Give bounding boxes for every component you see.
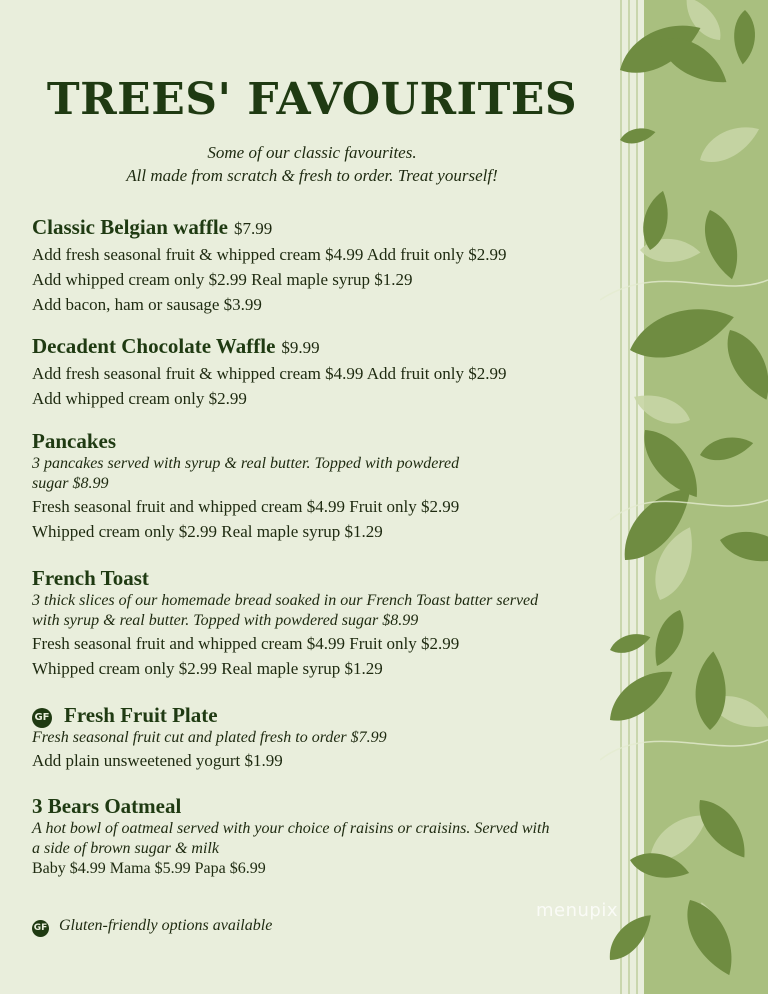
menu-item-french-toast xyxy=(32,565,602,681)
item-title xyxy=(32,214,602,242)
item-option-line: Add fresh seasonal fruit & whipped cream $4.99 Add fruit only $2.99 xyxy=(32,245,507,264)
item-description: Fresh seasonal fruit cut and plated fresh to order $7.99 xyxy=(32,729,387,746)
item-description: A hot bowl of oatmeal served with your choice of raisins or craisins. Served with xyxy=(32,820,550,837)
item-description: with syrup & real butter. Topped with powdered sugar $8.99 xyxy=(32,612,419,629)
item-option-line: Add whipped cream only $2.99 Real maple syrup $1.29 xyxy=(32,270,413,289)
item-title xyxy=(32,702,602,728)
item-description: sugar $8.99 xyxy=(32,475,109,492)
menu-item-fruit-plate xyxy=(32,702,602,773)
item-option-line: Add plain unsweetened yogurt $1.99 xyxy=(32,751,283,770)
menu-item-pancakes xyxy=(32,428,602,544)
item-option-line: Add whipped cream only $2.99 xyxy=(32,389,247,408)
item-option-line: Whipped cream only $2.99 Real maple syrup $1.29 xyxy=(32,522,383,541)
subtitle-line: Some of our classic favourites. xyxy=(207,143,417,162)
item-size-prices: Baby $4.99 Mama $5.99 Papa $6.99 xyxy=(32,860,266,877)
gluten-friendly-icon: GF xyxy=(32,708,52,728)
page-title: TREES' FAVOURITES xyxy=(46,74,578,125)
item-description: a side of brown sugar & milk xyxy=(32,840,219,857)
item-price: $7.99 xyxy=(233,219,273,238)
item-description: 3 pancakes served with syrup & real butter. Topped with powdered xyxy=(32,455,460,472)
menu-item-belgian-waffle xyxy=(32,214,602,317)
item-name: Classic Belgian waffle xyxy=(32,215,228,239)
item-option-line: Add fresh seasonal fruit & whipped cream $4.99 Add fruit only $2.99 xyxy=(32,364,507,383)
note-text: Gluten-friendly options available xyxy=(59,917,273,934)
item-option-line: Fresh seasonal fruit and whipped cream $4.99 Fruit only $2.99 xyxy=(32,497,460,516)
item-name: Decadent Chocolate Waffle xyxy=(32,334,276,358)
item-option-line: Fresh seasonal fruit and whipped cream $4.99 Fruit only $2.99 xyxy=(32,634,460,653)
menu-item-chocolate-waffle xyxy=(32,333,602,411)
item-title xyxy=(32,333,602,361)
item-price: $9.99 xyxy=(281,338,320,357)
subtitle xyxy=(32,141,592,187)
item-option-line: Whipped cream only $2.99 Real maple syrup $1.29 xyxy=(32,659,383,678)
item-title xyxy=(32,793,602,819)
item-name: Fresh Fruit Plate xyxy=(64,703,218,727)
gluten-friendly-note xyxy=(32,915,592,937)
leaf-decoration xyxy=(600,0,768,994)
item-name: 3 Bears Oatmeal xyxy=(32,794,182,818)
gluten-friendly-icon: GF xyxy=(32,920,49,937)
subtitle-line: All made from scratch & fresh to order. Treat yourself! xyxy=(126,166,498,185)
item-name: Pancakes xyxy=(32,429,116,453)
item-title xyxy=(32,428,602,454)
menu-item-oatmeal xyxy=(32,793,602,879)
item-option-line: Add bacon, ham or sausage $3.99 xyxy=(32,295,262,314)
item-description: 3 thick slices of our homemade bread soaked in our French Toast batter served xyxy=(32,592,539,609)
watermark: menupix xyxy=(536,900,619,921)
item-name: French Toast xyxy=(32,566,149,590)
item-title xyxy=(32,565,602,591)
